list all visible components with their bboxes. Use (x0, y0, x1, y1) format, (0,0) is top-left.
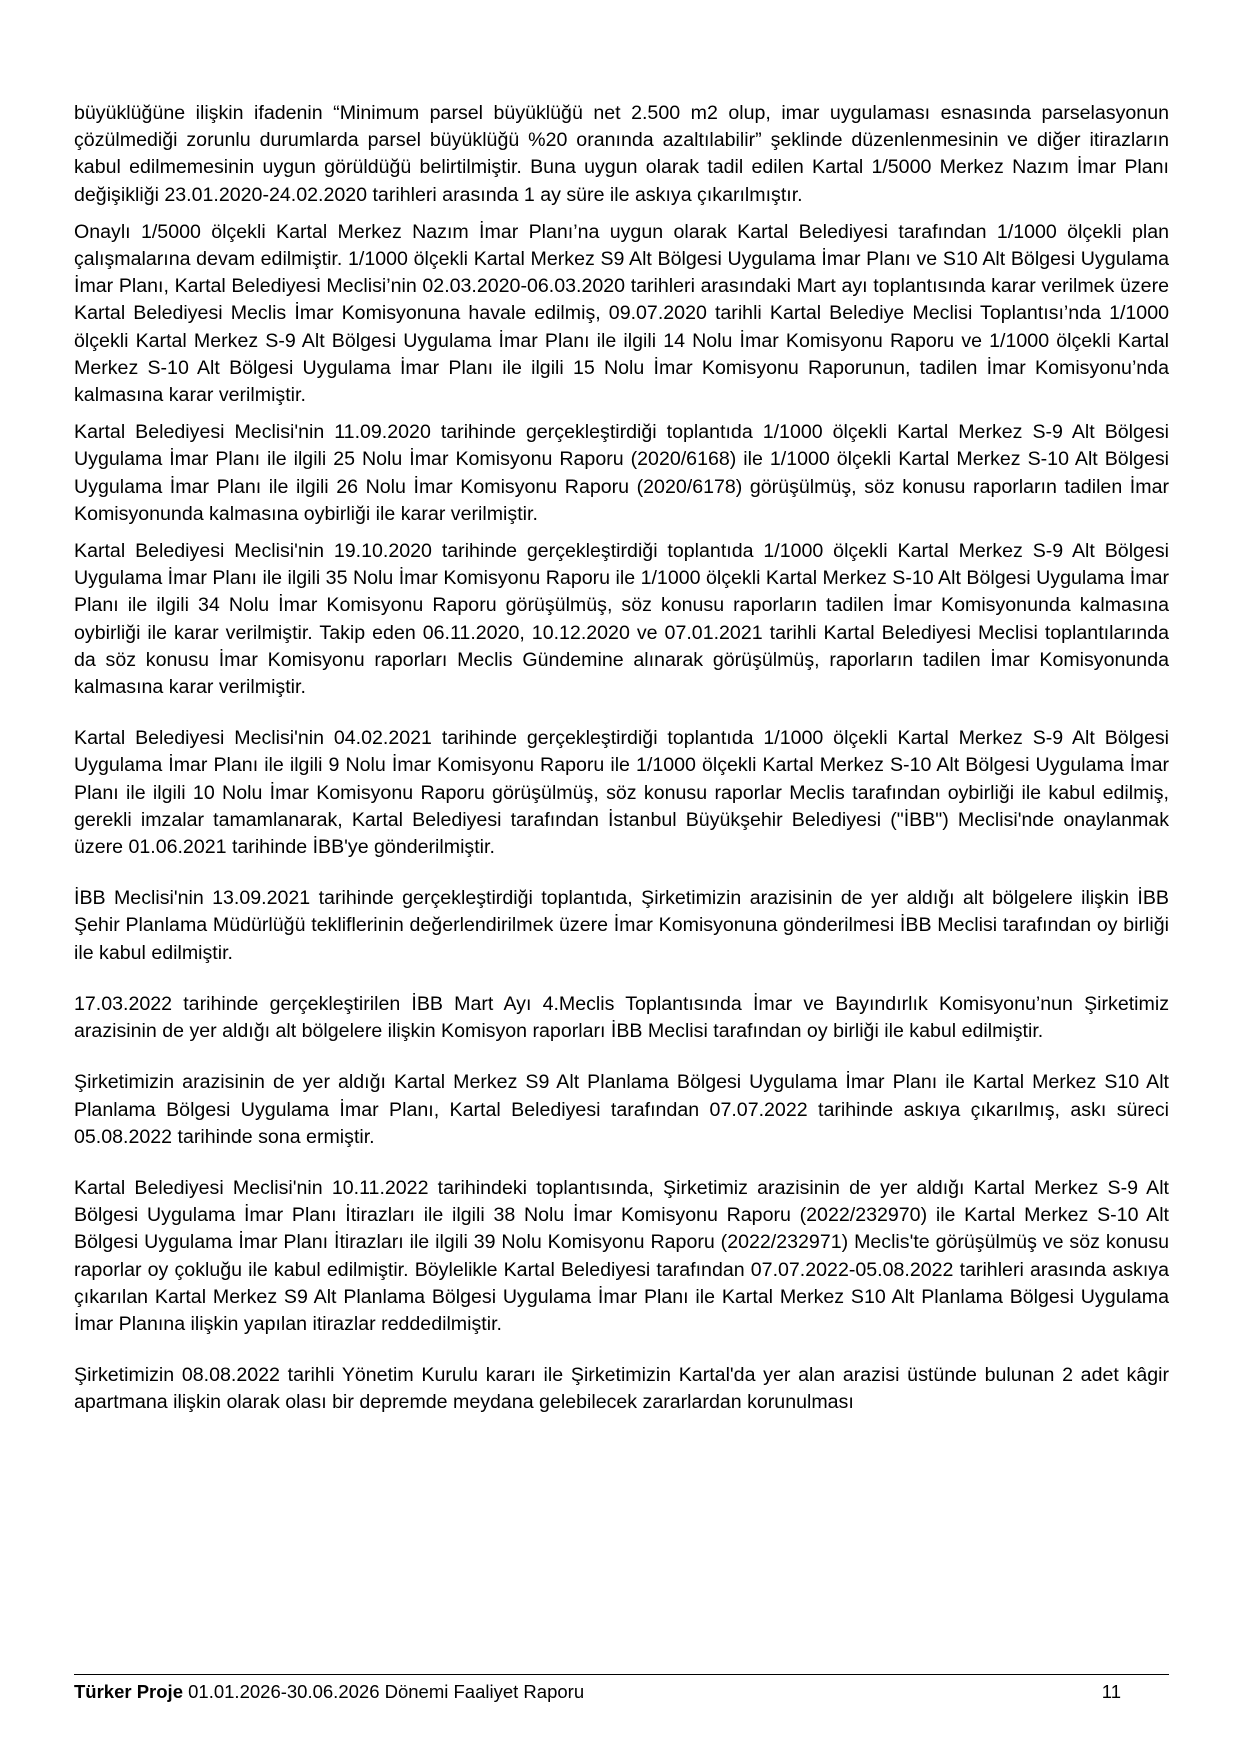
paragraph-5: Kartal Belediyesi Meclisi'nin 04.02.2021 tarihinde gerçekleştirdiği toplantıda 1/1000 ölçekli Kartal Merkez S-9 Alt Bölgesi Uygulama İmar Planı ile ilgili 9 Nolu İmar Komisyonu Raporu ile 1/1000 ölçekli Kartal Merkez S-10 Alt Bölgesi Uygulama İmar Planı ile ilgili 10 Nolu İmar Komisyonu Raporu görüşülmüş, söz konusu raporlar Meclis tarafından oybirliği ile kabul edilmiş, gerekli imzalar tamamlanarak, Kartal Belediyesi tarafından İstanbul Büyükşehir Belediyesi ("İBB") Meclisi'nde onaylanmak üzere 01.06.2021 tarihinde İBB'ye gönderilmiştir. (74, 727, 1169, 859)
page-number: 11 (1101, 1681, 1121, 1702)
footer-company-name: Türker Proje (74, 1681, 183, 1702)
paragraph-9: Kartal Belediyesi Meclisi'nin 10.11.2022 tarihindeki toplantısında, Şirketimiz arazisinin de yer aldığı Kartal Merkez S-9 Alt Bölgesi Uygulama İmar Planı İtirazları ile ilgili 38 Nolu İmar Komisyonu Raporu (2022/232970) ile Kartal Merkez S-10 Alt Bölgesi Uygulama İmar Planı İtirazları ile ilgili 39 Nolu Komisyonu Raporu (2022/232971) Meclis'te görüşülmüş ve söz konusu raporlar oy çokluğu ile kabul edilmiştir. Böylelikle Kartal Belediyesi tarafından 07.07.2022-05.08.2022 tarihleri arasında askıya çıkarılan Kartal Merkez S9 Alt Planlama Bölgesi Uygulama İmar Planı ile Kartal Merkez S10 Alt Planlama Bölgesi Uygulama İmar Planına ilişkin yapılan itirazlar reddedilmiştir. (74, 1176, 1169, 1335)
paragraph-4: Kartal Belediyesi Meclisi'nin 19.10.2020 tarihinde gerçekleştirdiği toplantıda 1/1000 ölçekli Kartal Merkez S-9 Alt Bölgesi Uygulama İmar Planı ile ilgili 35 Nolu İmar Komisyonu Raporu ile 1/1000 ölçekli Kartal Merkez S-10 Alt Bölgesi Uygulama İmar Planı ile ilgili 34 Nolu İmar Komisyonu Raporu görüşülmüş, söz konusu raporların tadilen İmar Komisyonunda kalmasına oybirliği ile karar verilmiştir. Takip eden 06.11.2020, 10.12.2020 ve 07.01.2021 tarihli Kartal Belediyesi Meclisi toplantılarında da söz konusu İmar Komisyonu raporları Meclis Gündemine alınarak görüşülmüş, raporların tadilen İmar Komisyonunda kalmasına karar verilmiştir. (74, 540, 1169, 699)
document-body (74, 100, 1169, 1417)
paragraph-10: Şirketimizin 08.08.2022 tarihli Yönetim Kurulu kararı ile Şirketimizin Kartal'da yer alan arazisi üstünde bulunan 2 adet kâgir apartmana ilişkin olarak olası bir depremde meydana gelebilecek zararlardan korunulması (74, 1364, 1169, 1414)
page-footer (74, 1674, 1169, 1704)
paragraph-2: Onaylı 1/5000 ölçekli Kartal Merkez Nazım İmar Planı’na uygun olarak Kartal Belediyesi tarafından 1/1000 ölçekli plan çalışmalarına devam edilmiştir. 1/1000 ölçekli Kartal Merkez S9 Alt Bölgesi Uygulama İmar Planı ve S10 Alt Bölgesi Uygulama İmar Planı, Kartal Belediyesi Meclisi’nin 02.03.2020-06.03.2020 tarihleri arasındaki Mart ayı toplantısında karar verilmek üzere Kartal Belediyesi Meclis İmar Komisyonuna havale edilmiş, 09.07.2020 tarihli Kartal Belediye Meclisi Toplantısı’nda 1/1000 ölçekli Kartal Merkez S-9 Alt Bölgesi Uygulama İmar Planı ile ilgili 14 Nolu İmar Komisyonu Raporu ve 1/1000 ölçekli Kartal Merkez S-10 Alt Bölgesi Uygulama İmar Planı ile ilgili 15 Nolu İmar Komisyonu Raporunun, tadilen İmar Komisyonu’nda kalmasına karar verilmiştir. (74, 220, 1169, 407)
paragraph-6: İBB Meclisi'nin 13.09.2021 tarihinde gerçekleştirdiği toplantıda, Şirketimizin arazisinin de yer aldığı alt bölgelere ilişkin İBB Şehir Planlama Müdürlüğü tekliflerinin değerlendirilmek üzere İmar Komisyonuna gönderilmesi İBB Meclisi tarafından oy birliği ile kabul edilmiştir. (74, 887, 1169, 964)
paragraph-1: büyüklüğüne ilişkin ifadenin “Minimum parsel büyüklüğü net 2.500 m2 olup, imar uygulaması esnasında parselasyonun çözülmediği zorunlu durumlarda parsel büyüklüğü %20 oranında azaltılabilir” şeklinde düzenlenmesinin ve diğer itirazların kabul edilmemesinin uygun görüldüğü belirtilmiştir. Buna uygun olarak tadil edilen Kartal 1/5000 Merkez Nazım İmar Planı değişikliği 23.01.2020-24.02.2020 tarihleri arasında 1 ay süre ile askıya çıkarılmıştır. (74, 102, 1169, 206)
paragraph-8: Şirketimizin arazisinin de yer aldığı Kartal Merkez S9 Alt Planlama Bölgesi Uygulama İmar Planı ile Kartal Merkez S10 Alt Planlama Bölgesi Uygulama İmar Planı, Kartal Belediyesi tarafından 07.07.2022 tarihinde askıya çıkarılmış, askı süreci 05.08.2022 tarihinde sona ermiştir. (74, 1071, 1169, 1148)
paragraph-3: Kartal Belediyesi Meclisi'nin 11.09.2020 tarihinde gerçekleştirdiği toplantıda 1/1000 ölçekli Kartal Merkez S-9 Alt Bölgesi Uygulama İmar Planı ile ilgili 25 Nolu İmar Komisyonu Raporu (2020/6168) ile 1/1000 ölçekli Kartal Merkez S-10 Alt Bölgesi Uygulama İmar Planı ile ilgili 26 Nolu İmar Komisyonu Raporu (2020/6178) görüşülmüş, söz konusu raporların tadilen İmar Komisyonunda kalmasına oybirliği ile karar verilmiştir. (74, 421, 1169, 525)
footer-report-title (74, 1680, 584, 1704)
footer-period: 01.01.2026-30.06.2026 Dönemi Faaliyet Raporu (183, 1681, 585, 1702)
paragraph-7: 17.03.2022 tarihinde gerçekleştirilen İBB Mart Ayı 4.Meclis Toplantısında İmar ve Bayındırlık Komisyonu’nun Şirketimiz arazisinin de yer aldığı alt bölgelere ilişkin Komisyon raporları İBB Meclisi tarafından oy birliği ile kabul edilmiştir. (74, 992, 1169, 1043)
